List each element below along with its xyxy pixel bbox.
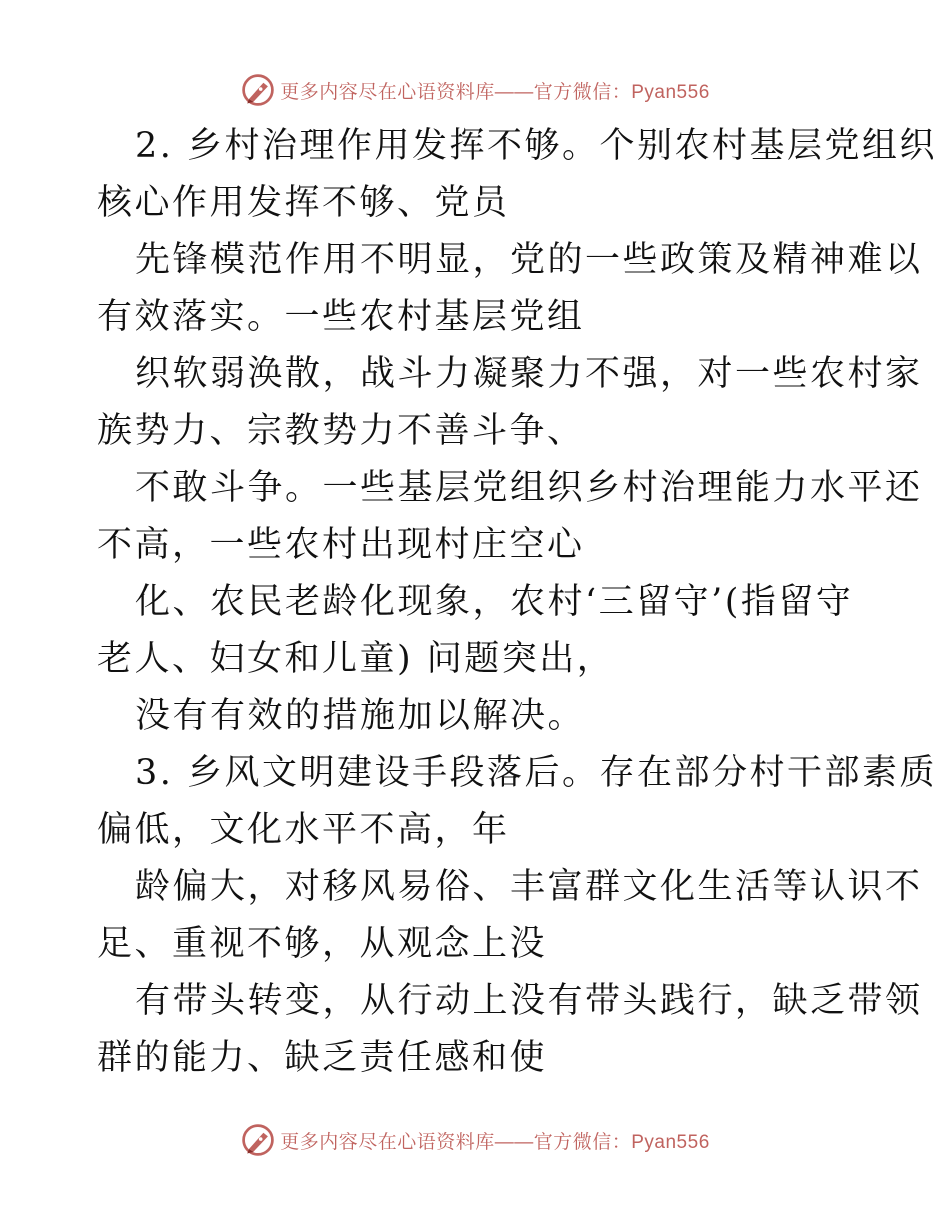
footer-banner [0, 1118, 950, 1162]
document-body [97, 118, 938, 1087]
body-line: 核心作用发挥不够、党员 [97, 183, 510, 223]
pen-circle-logo-icon [240, 1122, 276, 1158]
body-line: 群的能力、缺乏责任感和使 [97, 1038, 548, 1078]
pen-circle-logo-icon [240, 72, 276, 108]
body-line: 化、农民老龄化现象，农村‘三留守’(指留守 [135, 582, 854, 622]
body-line: 没有有效的措施加以解决。 [135, 696, 586, 736]
body-line: 族势力、宗教势力不善斗争、 [97, 411, 585, 451]
body-line: 2. 乡村治理作用发挥不够。个别农村基层党组织 [135, 126, 938, 166]
body-line: 先锋模范作用不明显，党的一些政策及精神难以 [135, 240, 923, 280]
header-banner [0, 68, 950, 112]
footer-text: 更多内容尽在心语资料库——官方微信：Pyan556 [280, 1131, 710, 1153]
body-line: 织软弱涣散，战斗力凝聚力不强，对一些农村家 [135, 354, 923, 394]
body-line: 有带头转变，从行动上没有带头践行，缺乏带领 [135, 981, 923, 1021]
footer-wechat: 官方微信：Pyan556 [533, 1131, 710, 1153]
body-line: 不敢斗争。一些基层党组织乡村治理能力水平还 [135, 468, 923, 508]
body-line: 老人、妇女和儿童) 问题突出， [97, 639, 615, 679]
header-wechat: 官方微信：Pyan556 [533, 81, 710, 103]
body-line: 龄偏大，对移风易俗、丰富群文化生活等认识不 [135, 867, 923, 907]
body-line: 偏低，文化水平不高，年 [97, 810, 510, 850]
body-line: 有效落实。一些农村基层党组 [97, 297, 585, 337]
body-line: 3. 乡风文明建设手段落后。存在部分村干部素质 [135, 753, 938, 793]
body-line: 足、重视不够，从观念上没 [97, 924, 548, 964]
header-text: 更多内容尽在心语资料库——官方微信：Pyan556 [280, 81, 710, 103]
body-line: 不高，一些农村出现村庄空心 [97, 525, 585, 565]
